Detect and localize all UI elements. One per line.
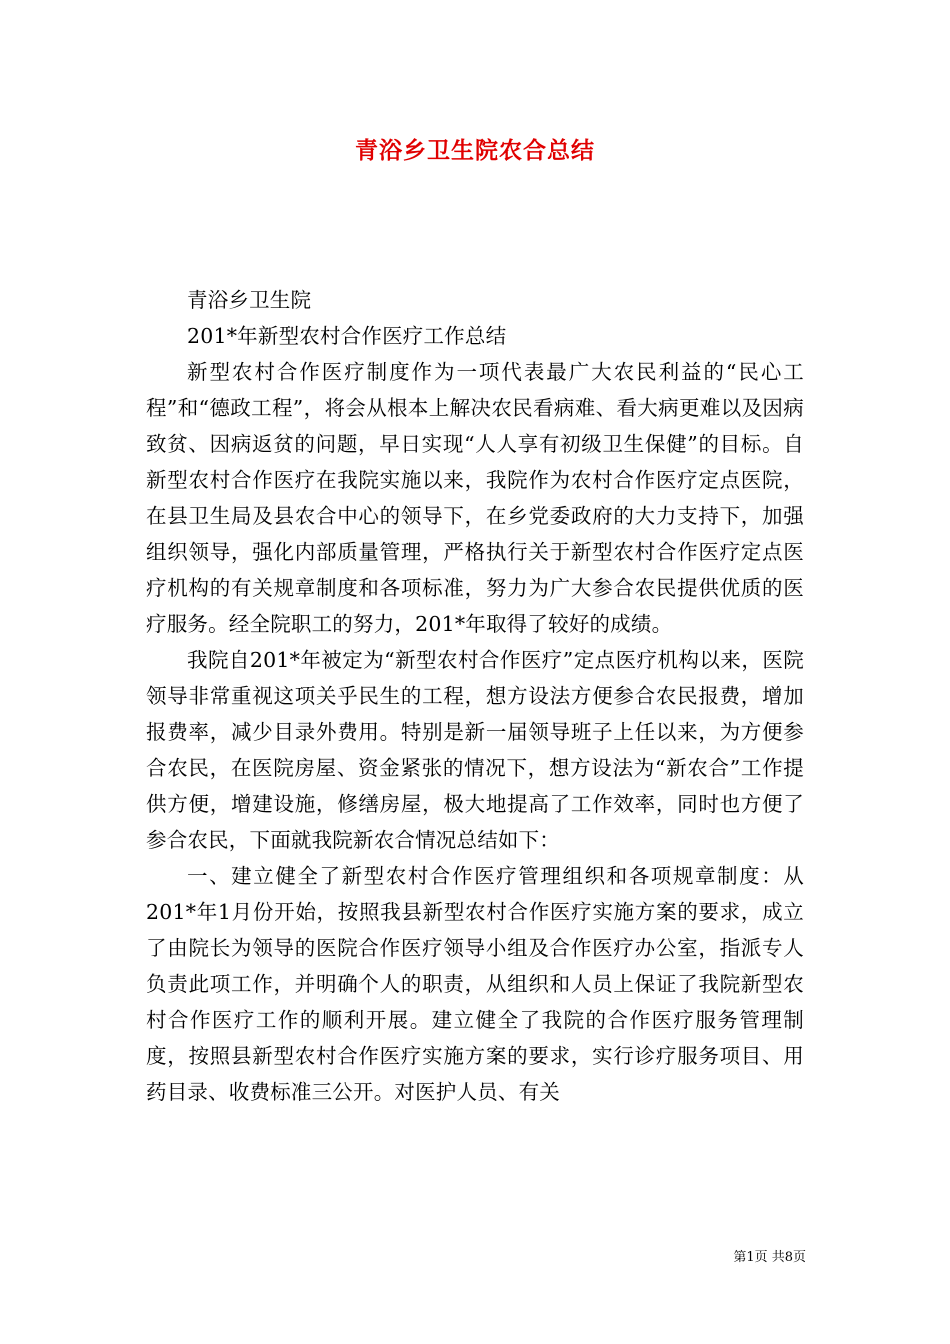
paragraph-background: 我院自201*年被定为“新型农村合作医疗”定点医疗机构以来，医院领导非常重视这项关乎民生的工程，想方设法方便参合农民报费，增加报费率，减少目录外费用。特别是新一届领导班子上任以来，为方便参合农民，在医院房屋、资金紧张的情况下，想方设法为“新农合”工作提供方便，增建设施，修缮房屋，极大地提高了工作效率，同时也方便了参合农民，下面就我院新农合情况总结如下： [146,648,804,852]
document-title: 青浴乡卫生院农合总结 [355,137,595,164]
paragraph-report-title: 201*年新型农村合作医疗工作总结 [187,324,507,348]
page-number-footer: 第1页 共8页 [733,1250,806,1265]
paragraph-organization: 青浴乡卫生院 [187,288,312,312]
document-body [146,282,804,1110]
paragraph-introduction: 新型农村合作医疗制度作为一项代表最广大农民利益的“民心工程”和“德政工程”，将会从根本上解决农民看病难、看大病更难以及因病致贫、因病返贫的问题，早日实现“人人享有初级卫生保健”的目标。自新型农村合作医疗在我院实施以来，我院作为农村合作医疗定点医院，在县卫生局及县农合中心的领导下，在乡党委政府的大力支持下，加强组织领导，强化内部质量管理，严格执行关于新型农村合作医疗定点医疗机构的有关规章制度和各项标准，努力为广大参合农民提供优质的医疗服务。经全院职工的努力，201*年取得了较好的成绩。 [146,360,804,636]
paragraph-section-one: 一、建立健全了新型农村合作医疗管理组织和各项规章制度：从201*年1月份开始，按照我县新型农村合作医疗实施方案的要求，成立了由院长为领导的医院合作医疗领导小组及合作医疗办公室，指派专人负责此项工作，并明确个人的职责，从组织和人员上保证了我院新型农村合作医疗工作的顺利开展。建立健全了我院的合作医疗服务管理制度，按照县新型农村合作医疗实施方案的要求，实行诊疗服务项目、用药目录、收费标准三公开。对医护人员、有关 [146,864,804,1104]
